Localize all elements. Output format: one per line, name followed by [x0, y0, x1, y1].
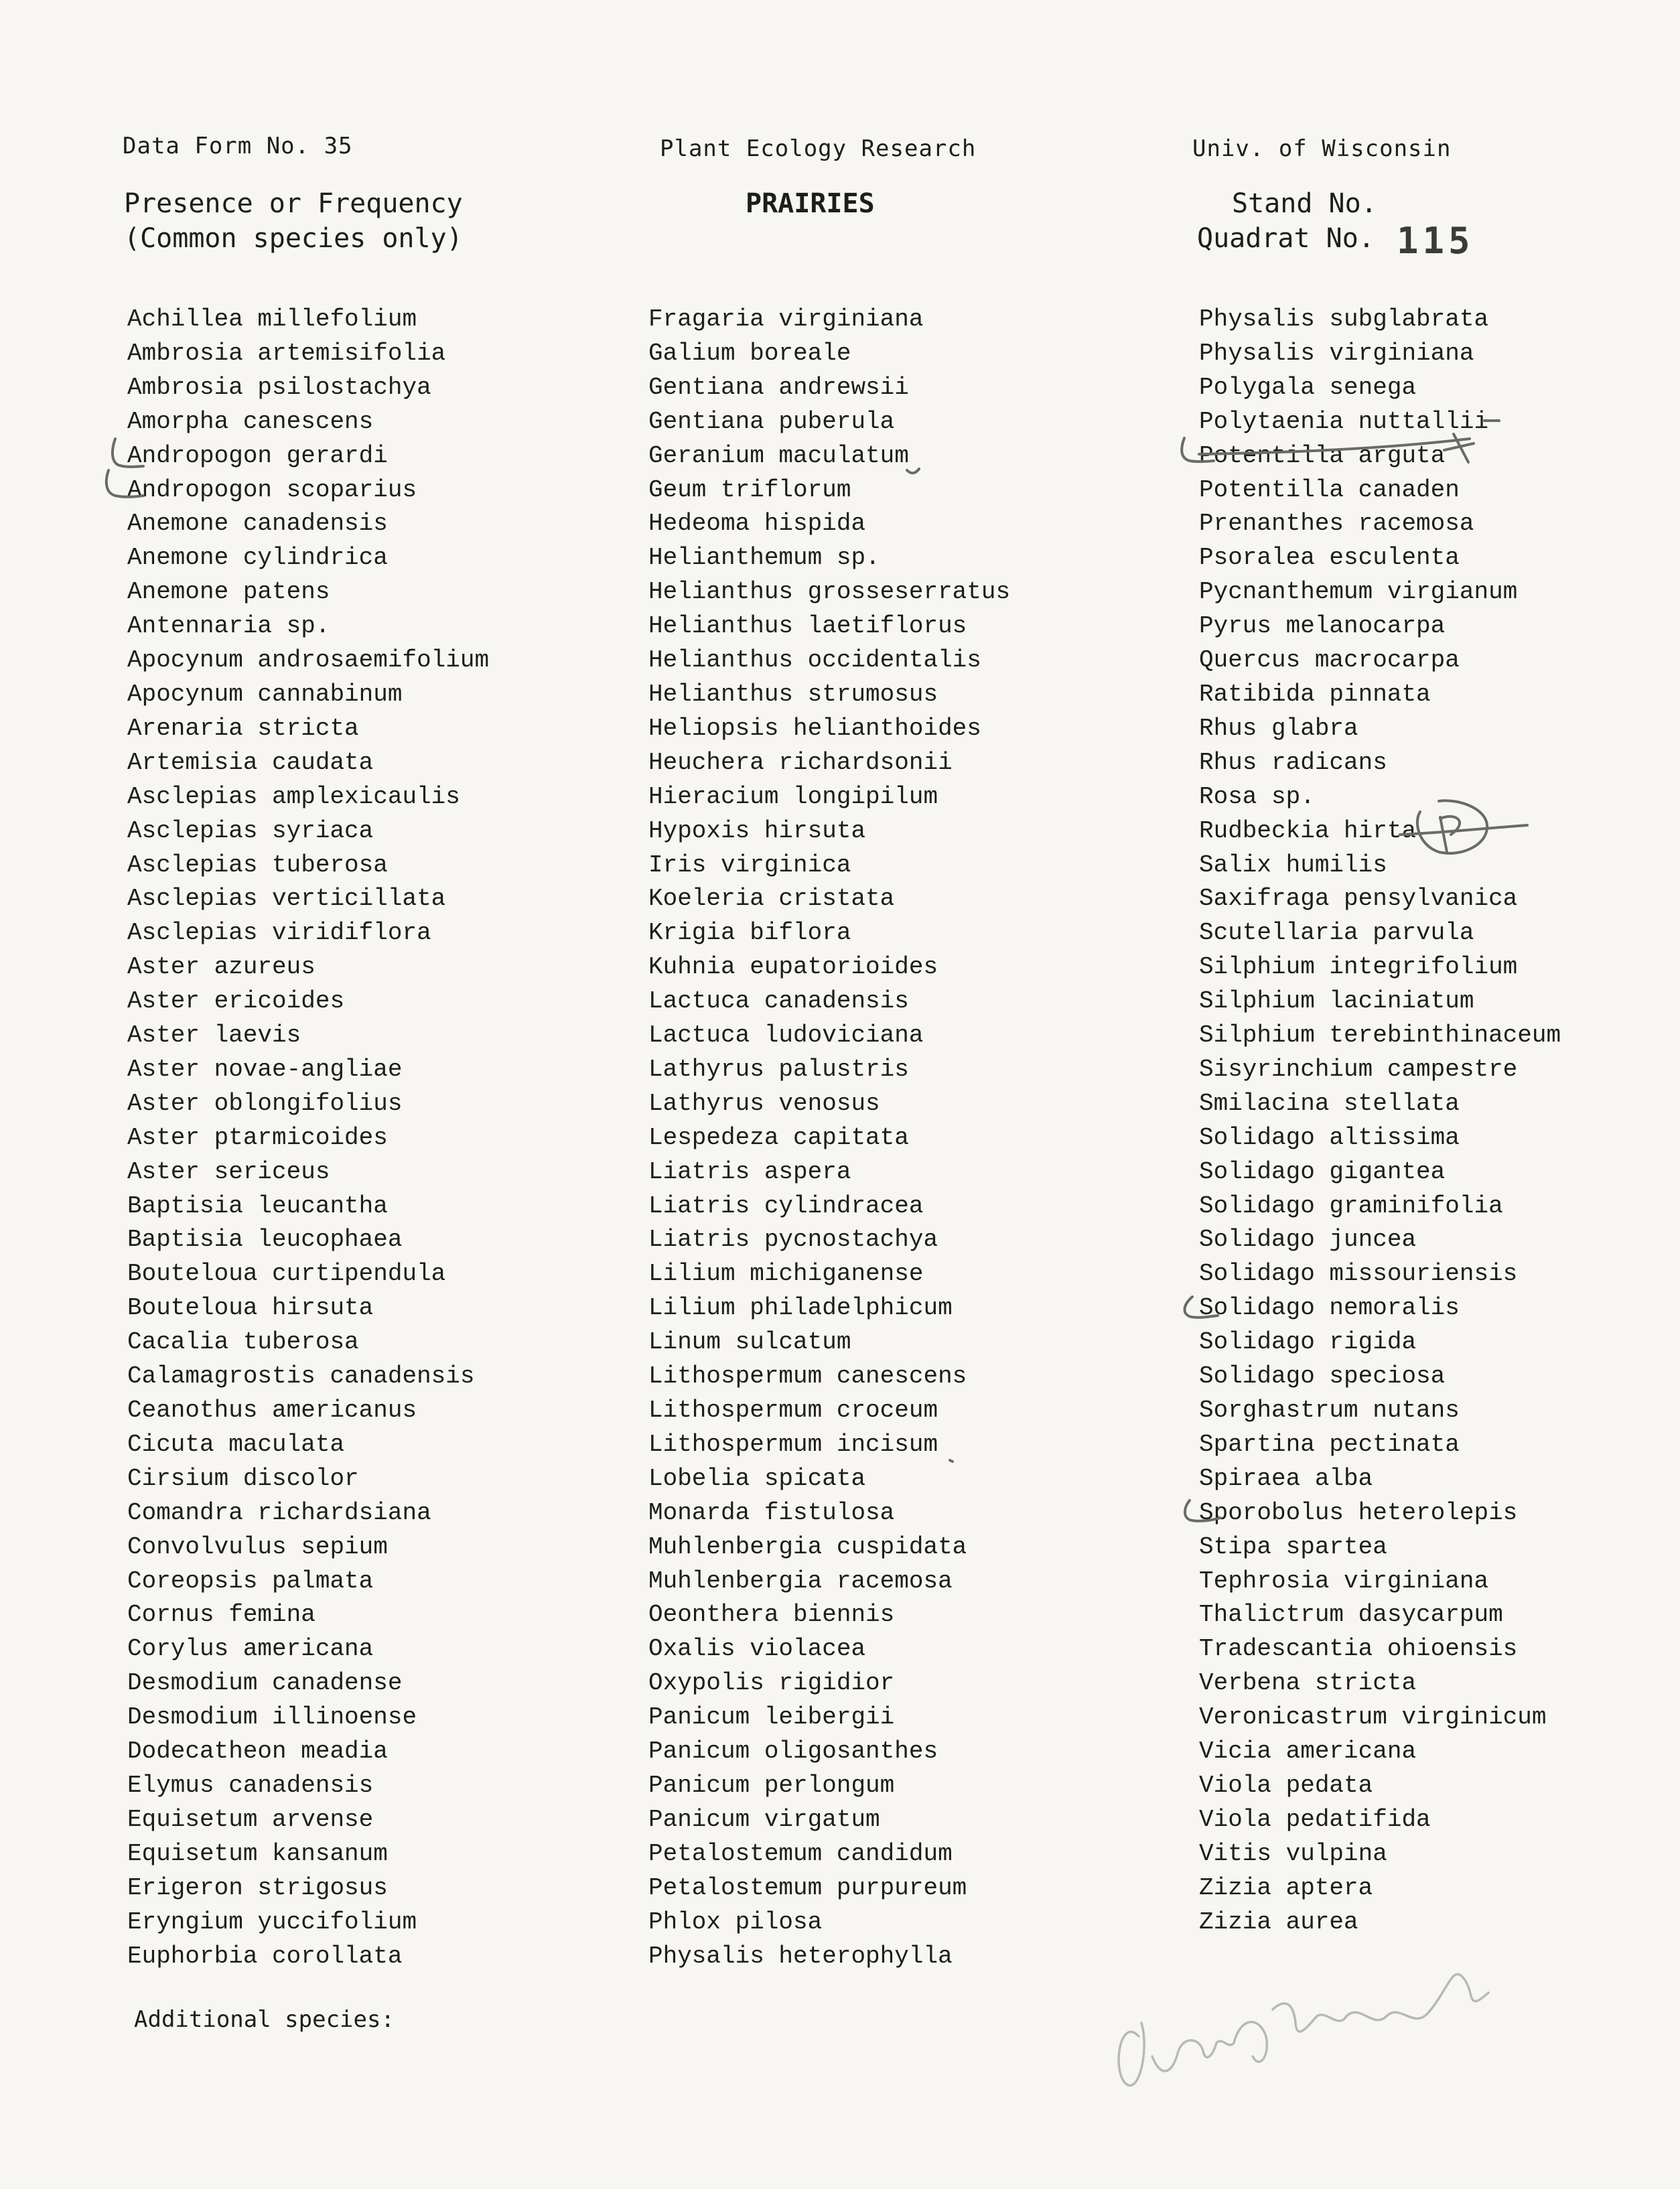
stand-quadrat-block: [1197, 186, 1377, 256]
species-item: Cirsium discolor: [127, 1464, 359, 1492]
species-item: Lobelia spicata: [648, 1464, 866, 1492]
species-item: Helianthus occidentalis: [648, 646, 981, 675]
species-item: Oxalis violacea: [648, 1635, 866, 1663]
species-item: Heliopsis helianthoides: [648, 714, 981, 742]
species-item: Helianthus strumosus: [648, 680, 938, 708]
species-item: Koeleria cristata: [648, 885, 895, 913]
species-item: Lilium michiganense: [648, 1260, 924, 1288]
species-item: Bouteloua curtipendula: [127, 1260, 446, 1288]
species-item: Saxifraga pensylvanica: [1199, 885, 1518, 913]
species-item: Coreopsis palmata: [127, 1567, 374, 1595]
species-item: Oeonthera biennis: [648, 1601, 895, 1629]
species-item: Fragaria virginiana: [648, 305, 924, 333]
species-item: Psoralea esculenta: [1199, 544, 1460, 572]
species-item: Vitis vulpina: [1199, 1839, 1387, 1867]
species-item: Silphium terebinthinaceum: [1199, 1021, 1561, 1050]
species-item: Aster novae-angliae: [127, 1055, 403, 1083]
species-item: Physalis subglabrata: [1199, 305, 1489, 333]
species-item: Lathyrus palustris: [648, 1055, 909, 1083]
species-item: Baptisia leucophaea: [127, 1226, 403, 1254]
species-item: Panicum perlongum: [648, 1771, 895, 1799]
species-item: Thalictrum dasycarpum: [1199, 1601, 1503, 1629]
species-item: Potentilla canaden: [1199, 476, 1460, 504]
species-item: Elymus canadensis: [127, 1771, 374, 1799]
species-item: Aster ericoides: [127, 987, 345, 1015]
species-item: Asclepias viridiflora: [127, 919, 431, 947]
species-item: Solidago gigantea: [1199, 1157, 1446, 1186]
species-item: Apocynum cannabinum: [127, 680, 403, 708]
species-item: Lactuca ludoviciana: [648, 1021, 924, 1050]
species-item: Rudbeckia hirta: [1199, 817, 1417, 845]
species-item: Prenanthes racemosa: [1199, 510, 1474, 538]
species-item: Petalostemum candidum: [648, 1839, 953, 1867]
species-item: Tradescantia ohioensis: [1199, 1635, 1518, 1663]
species-item: Smilacina stellata: [1199, 1089, 1460, 1117]
species-item: Aster laevis: [127, 1021, 301, 1050]
species-item: Anemone cylindrica: [127, 544, 388, 572]
species-item: Solidago nemoralis: [1199, 1294, 1460, 1322]
university-name: Univ. of Wisconsin: [1192, 135, 1452, 162]
species-item: Panicum oligosanthes: [648, 1738, 938, 1766]
species-item: Equisetum arvense: [127, 1805, 374, 1833]
species-item: Muhlenbergia cuspidata: [648, 1533, 967, 1561]
species-item: Desmodium canadense: [127, 1669, 403, 1697]
species-item: Polytaenia nuttallii: [1199, 407, 1489, 435]
species-item: Solidago graminifolia: [1199, 1192, 1503, 1220]
species-item: Solidago missouriensis: [1199, 1260, 1518, 1288]
species-item: Cicuta maculata: [127, 1430, 345, 1458]
species-item: Panicum leibergii: [648, 1703, 895, 1732]
species-item: Silphium integrifolium: [1199, 953, 1518, 981]
species-item: Asclepias amplexicaulis: [127, 782, 460, 810]
species-item: Corylus americana: [127, 1635, 374, 1663]
species-item: Pycnanthemum virgianum: [1199, 578, 1518, 606]
species-item: Amorpha canescens: [127, 407, 374, 435]
species-item: Helianthus grosseserratus: [648, 578, 1011, 606]
species-column-3: [1199, 303, 1561, 1940]
species-item: Cornus femina: [127, 1601, 316, 1629]
form-number: Data Form No. 35: [123, 133, 353, 159]
species-item: Tephrosia virginiana: [1199, 1567, 1489, 1595]
species-item: Heuchera richardsonii: [648, 748, 953, 776]
species-item: Asclepias tuberosa: [127, 851, 388, 879]
species-item: Viola pedatifida: [1199, 1805, 1431, 1833]
species-item: Hypoxis hirsuta: [648, 817, 866, 845]
form-title-line2: (Common species only): [124, 223, 463, 254]
species-item: Kuhnia eupatorioides: [648, 953, 938, 981]
species-item: Muhlenbergia racemosa: [648, 1567, 953, 1595]
quadrat-number-stamp: 115: [1397, 220, 1474, 262]
species-item: Viola pedata: [1199, 1771, 1373, 1799]
species-item: Andropogon scoparius: [127, 476, 417, 504]
species-item: Antennaria sp.: [127, 612, 330, 640]
species-item: Sisyrinchium campestre: [1199, 1055, 1518, 1083]
species-item: Solidago altissima: [1199, 1123, 1460, 1151]
species-item: Convolvulus sepium: [127, 1533, 388, 1561]
species-item: Spiraea alba: [1199, 1464, 1373, 1492]
species-item: Aster sericeus: [127, 1157, 330, 1186]
species-item: Phlox pilosa: [648, 1908, 823, 1936]
quadrat-number-label: Quadrat No.: [1197, 223, 1375, 254]
species-item: Monarda fistulosa: [648, 1498, 895, 1527]
species-item: Bouteloua hirsuta: [127, 1294, 374, 1322]
stand-number-label: Stand No.: [1232, 188, 1377, 219]
species-item: Rosa sp.: [1199, 782, 1315, 810]
species-item: Physalis heterophylla: [648, 1942, 953, 1970]
species-item: Solidago speciosa: [1199, 1362, 1446, 1391]
species-item: Ceanothus americanus: [127, 1397, 417, 1424]
species-item: Sporobolus heterolepis: [1199, 1498, 1518, 1527]
form-title-line1: Presence or Frequency: [124, 188, 463, 219]
signature-scrawl: [1119, 1974, 1488, 2085]
species-item: Eryngium yuccifolium: [127, 1908, 417, 1936]
species-item: Physalis virginiana: [1199, 339, 1474, 367]
species-item: Lithospermum canescens: [648, 1362, 967, 1391]
species-item: Lactuca canadensis: [648, 987, 909, 1015]
species-item: Hedeoma hispida: [648, 510, 866, 538]
species-item: Liatris pycnostachya: [648, 1226, 938, 1254]
species-item: Achillea millefolium: [127, 305, 417, 333]
species-item: Asclepias verticillata: [127, 885, 446, 913]
species-item: Gentiana puberula: [648, 407, 895, 435]
species-item: Erigeron strigosus: [127, 1874, 388, 1902]
species-item: Verbena stricta: [1199, 1669, 1417, 1697]
species-item: Baptisia leucantha: [127, 1192, 388, 1220]
species-item: Quercus macrocarpa: [1199, 646, 1460, 675]
species-item: Lathyrus venosus: [648, 1089, 880, 1117]
species-item: Cacalia tuberosa: [127, 1328, 359, 1356]
species-item: Spartina pectinata: [1199, 1430, 1460, 1458]
species-item: Apocynum androsaemifolium: [127, 646, 490, 675]
species-item: Scutellaria parvula: [1199, 919, 1474, 947]
species-item: Hieracium longipilum: [648, 782, 938, 810]
species-item: Helianthemum sp.: [648, 544, 880, 572]
form-title: [124, 186, 463, 256]
species-item: Geranium maculatum: [648, 441, 909, 470]
species-column-2: [648, 303, 1010, 1973]
species-item: Aster oblongifolius: [127, 1089, 403, 1117]
species-item: Ambrosia psilostachya: [127, 373, 431, 401]
community-title: PRAIRIES: [746, 188, 875, 219]
species-item: Ratibida pinnata: [1199, 680, 1431, 708]
species-item: Zizia aptera: [1199, 1874, 1373, 1902]
species-item: Liatris aspera: [648, 1157, 851, 1186]
species-item: Aster ptarmicoides: [127, 1123, 388, 1151]
species-item: Zizia aurea: [1199, 1908, 1358, 1936]
species-item: Lithospermum croceum: [648, 1397, 938, 1424]
species-item: Desmodium illinoense: [127, 1703, 417, 1732]
species-item: Rhus glabra: [1199, 714, 1358, 742]
species-item: Andropogon gerardi: [127, 441, 388, 470]
species-item: Solidago juncea: [1199, 1226, 1417, 1254]
additional-species-label: Additional species:: [134, 2006, 395, 2033]
species-item: Rhus radicans: [1199, 748, 1387, 776]
species-item: Comandra richardsiana: [127, 1498, 431, 1527]
species-item: Arenaria stricta: [127, 714, 359, 742]
species-item: Gentiana andrewsii: [648, 373, 909, 401]
research-title: Plant Ecology Research: [660, 135, 977, 162]
species-item: Silphium laciniatum: [1199, 987, 1474, 1015]
species-item: Lilium philadelphicum: [648, 1294, 953, 1322]
species-item: Oxypolis rigidior: [648, 1669, 895, 1697]
species-item: Linum sulcatum: [648, 1328, 851, 1356]
species-item: Salix humilis: [1199, 851, 1387, 879]
species-item: Geum triflorum: [648, 476, 851, 504]
species-item: Iris virginica: [648, 851, 851, 879]
species-item: Pyrus melanocarpa: [1199, 612, 1446, 640]
species-item: Lithospermum incisum: [648, 1430, 938, 1458]
species-item: Petalostemum purpureum: [648, 1874, 967, 1902]
species-item: Sorghastrum nutans: [1199, 1397, 1460, 1424]
species-item: Anemone patens: [127, 578, 330, 606]
species-item: Euphorbia corollata: [127, 1942, 403, 1970]
species-item: Ambrosia artemisifolia: [127, 339, 446, 367]
species-item: Potentilla arguta: [1199, 441, 1446, 470]
species-item: Veronicastrum virginicum: [1199, 1703, 1547, 1732]
species-item: Anemone canadensis: [127, 510, 388, 538]
species-item: Polygala senega: [1199, 373, 1417, 401]
species-item: Artemisia caudata: [127, 748, 374, 776]
species-item: Vicia americana: [1199, 1738, 1417, 1766]
species-item: Solidago rigida: [1199, 1328, 1417, 1356]
species-item: Galium boreale: [648, 339, 851, 367]
species-item: Panicum virgatum: [648, 1805, 880, 1833]
species-item: Krigia biflora: [648, 919, 851, 947]
species-item: Helianthus laetiflorus: [648, 612, 967, 640]
species-item: Calamagrostis canadensis: [127, 1362, 475, 1391]
species-item: Dodecatheon meadia: [127, 1738, 388, 1766]
species-item: Equisetum kansanum: [127, 1839, 388, 1867]
species-item: Liatris cylindracea: [648, 1192, 924, 1220]
species-item: Stipa spartea: [1199, 1533, 1387, 1561]
species-item: Lespedeza capitata: [648, 1123, 909, 1151]
species-item: Aster azureus: [127, 953, 316, 981]
species-column-1: [127, 303, 489, 1973]
species-item: Asclepias syriaca: [127, 817, 374, 845]
